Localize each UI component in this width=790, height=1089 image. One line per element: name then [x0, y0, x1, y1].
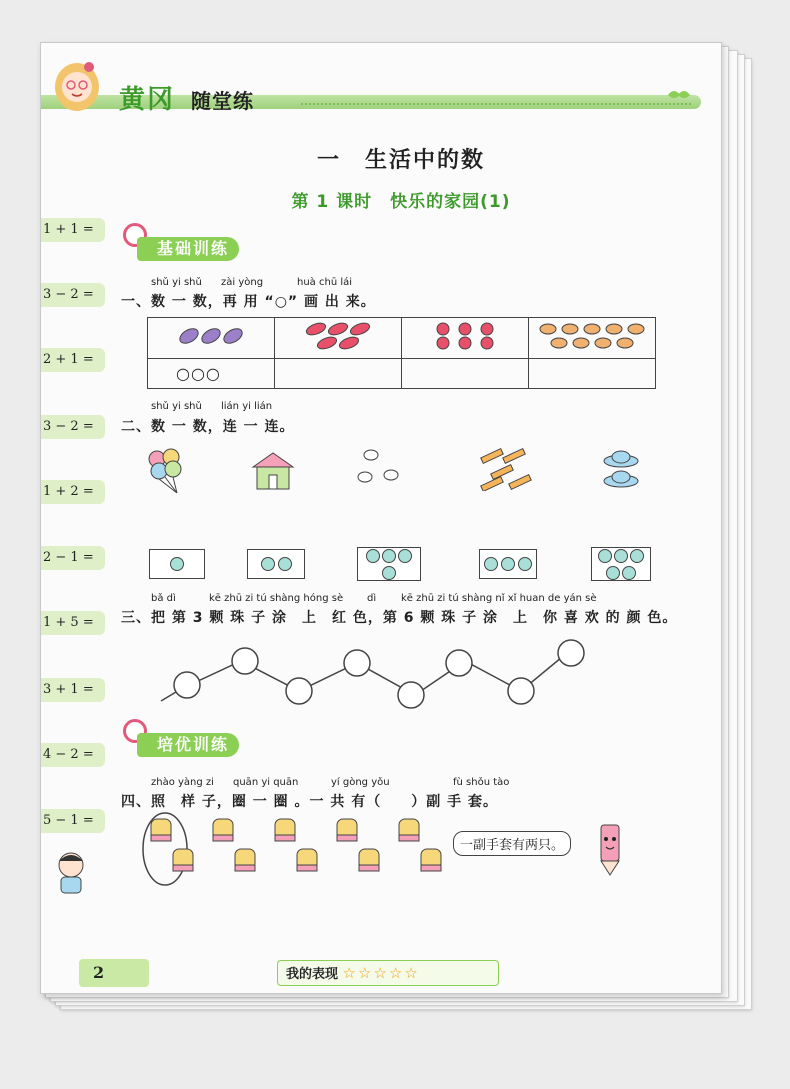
item-mark [221, 326, 244, 346]
q3-pinyin: dì [367, 593, 377, 604]
bead [598, 549, 612, 563]
item-mark [606, 324, 622, 334]
bead [622, 566, 636, 580]
unit-title: 一 生活中的数 [316, 148, 485, 173]
girl-mascot-icon [49, 57, 105, 117]
q4-pinyin: zhào yàng zi [151, 777, 214, 788]
mitten-icon[interactable] [275, 819, 295, 841]
side-tab: 3 − 2 = [41, 283, 105, 307]
item-mark [540, 324, 556, 334]
side-tab: 5 − 1 = [41, 809, 105, 833]
q2-text: 二、数 一 数，连 一 连。 [121, 419, 295, 435]
brand-title: 黄冈 [119, 85, 176, 115]
q1-count-table [147, 317, 656, 389]
item-mark [562, 324, 578, 334]
item-mark [305, 321, 327, 337]
bead [614, 549, 628, 563]
mitten-icon[interactable] [421, 849, 441, 871]
string-bead[interactable] [232, 648, 258, 674]
mitten-icon[interactable] [359, 849, 379, 871]
side-tab: 1 + 1 = [41, 218, 105, 242]
side-tab: 1 + 2 = [41, 480, 105, 504]
bead [366, 549, 380, 563]
item-mark [481, 337, 493, 349]
q1-pinyin: shǔ yi shǔ [151, 277, 202, 288]
section-basic-badge: 基础训练 [137, 237, 239, 261]
q4-pinyin: quān yi quān [233, 777, 299, 788]
string-bead[interactable] [344, 650, 370, 676]
answer-cell[interactable] [402, 359, 529, 389]
bead [278, 557, 292, 571]
item-mark [459, 337, 471, 349]
item-mark [316, 335, 338, 351]
bead [382, 566, 396, 580]
bead-box[interactable] [149, 549, 205, 579]
mittens-area [141, 811, 451, 887]
comb-icon [477, 447, 537, 491]
header-dotted-line [301, 103, 691, 105]
eggplant-icon [149, 319, 273, 353]
hint-bubble: 一副手套有两只。 [453, 831, 571, 856]
mitten-icon[interactable] [235, 849, 255, 871]
q2-pinyin: lián yi lián [221, 401, 273, 412]
bead [518, 557, 532, 571]
q4-text: 四、照 样 子，圈 一 圈 。一 共 有（ ）副 手 套。 [121, 794, 498, 810]
bead-box[interactable] [479, 549, 537, 579]
item-mark [327, 321, 349, 337]
peanut-icon [530, 319, 654, 353]
q3-pinyin: bǎ dì [151, 593, 176, 604]
bead [398, 549, 412, 563]
bead [501, 557, 515, 571]
page-number: 2 [79, 959, 149, 987]
item-mark [199, 326, 222, 346]
pencil-mascot-icon [593, 819, 629, 879]
side-tab: 1 + 5 = [41, 611, 105, 635]
q3-pinyin: kē zhū zi tú shàng hóng sè [209, 593, 344, 604]
q2-pinyin: shǔ yi shǔ [151, 401, 202, 412]
item-mark [584, 324, 600, 334]
bead-box[interactable] [591, 547, 651, 581]
eggplant-cell [148, 318, 275, 359]
item-mark [617, 338, 633, 348]
bead [261, 557, 275, 571]
performance-label: 我的表现 [286, 967, 339, 982]
workbook-page [40, 42, 722, 994]
answer-cell[interactable] [529, 359, 656, 389]
bead-string [159, 633, 589, 713]
item-mark [437, 323, 449, 335]
peanut-cell [529, 318, 656, 359]
section-advanced-badge: 培优训练 [137, 733, 239, 757]
leaf-icon [666, 87, 692, 103]
bead [630, 549, 644, 563]
side-tab: 4 − 2 = [41, 743, 105, 767]
item-mark [338, 335, 360, 351]
tomato-icon [403, 319, 527, 353]
q3-text: 三、把 第 3 颗 珠 子 涂 上 红 色，第 6 颗 珠 子 涂 上 你 喜 欢 的 颜 色。 [121, 610, 678, 626]
side-tab: 2 + 1 = [41, 348, 105, 372]
item-mark [437, 337, 449, 349]
mitten-icon[interactable] [399, 819, 419, 841]
mitten-icon[interactable] [213, 819, 233, 841]
answer-sample: ○○○ [176, 364, 221, 383]
brand-subtitle: 随堂练 [191, 89, 254, 113]
string-bead[interactable] [398, 682, 424, 708]
answer-cell[interactable] [148, 359, 275, 389]
boy-mascot-icon [51, 849, 91, 899]
item-mark [551, 338, 567, 348]
house-icon [249, 451, 297, 491]
q1-pinyin: huà chū lái [297, 277, 353, 288]
pepper-cell [275, 318, 402, 359]
q4-pinyin: fù shǒu tào [453, 777, 510, 788]
mitten-icon[interactable] [173, 849, 193, 871]
bead [382, 549, 396, 563]
q1-pinyin: zài yòng [221, 277, 264, 288]
bead [484, 557, 498, 571]
pepper-icon [276, 319, 400, 353]
answer-cell[interactable] [275, 359, 402, 389]
balloon-icon [145, 447, 185, 495]
bead [606, 566, 620, 580]
string-bead[interactable] [174, 672, 200, 698]
bead [170, 557, 184, 571]
string-bead[interactable] [446, 650, 472, 676]
performance-box [277, 960, 499, 986]
item-mark [573, 338, 589, 348]
q3-pinyin: kē zhū zi tú shàng nǐ xǐ huan de yán sè [401, 593, 597, 604]
mitten-icon[interactable] [297, 849, 317, 871]
lesson-title: 第 1 课时 快乐的家园(1) [291, 192, 511, 212]
side-tab: 2 − 1 = [41, 546, 105, 570]
mitten-icon[interactable] [151, 819, 171, 841]
string-bead[interactable] [286, 678, 312, 704]
bead-box[interactable] [357, 547, 421, 581]
bird-icon [355, 447, 407, 491]
item-mark [177, 326, 200, 346]
item-mark [481, 323, 493, 335]
rating-stars[interactable]: ☆☆☆☆☆ [342, 964, 420, 982]
item-mark [459, 323, 471, 335]
item-mark [595, 338, 611, 348]
side-tab: 3 + 1 = [41, 678, 105, 702]
hat-icon [601, 447, 641, 491]
q1-text: 一、数 一 数，再 用 “○” 画 出 来。 [121, 294, 376, 310]
tomato-cell [402, 318, 529, 359]
q4-pinyin: yí gòng yǒu [331, 777, 390, 788]
string-bead[interactable] [508, 678, 534, 704]
item-mark [628, 324, 644, 334]
bead-box[interactable] [247, 549, 305, 579]
string-bead[interactable] [558, 640, 584, 666]
item-mark [349, 321, 371, 337]
side-tab: 3 − 2 = [41, 415, 105, 439]
mitten-icon[interactable] [337, 819, 357, 841]
